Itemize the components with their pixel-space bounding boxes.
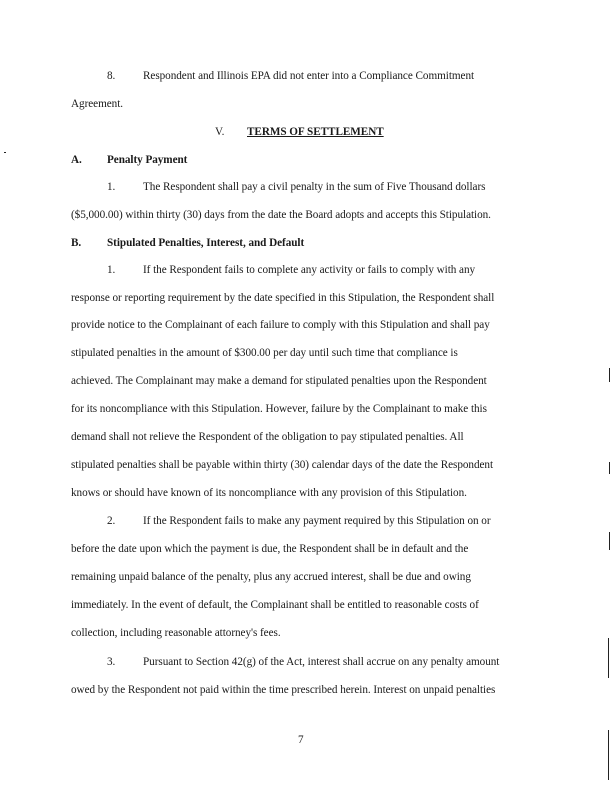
section-v-number: V. (215, 126, 225, 138)
a1-line-2: ($5,000.00) within thirty (30) days from the date the Board adopts and accepts this Stipulation. (71, 209, 491, 221)
para-8-line-1: Respondent and Illinois EPA did not enter into a Compliance Commitment (143, 70, 475, 82)
b1-line: stipulated penalties in the amount of $300.00 per day until such time that compliance is (71, 347, 458, 359)
b2-line: remaining unpaid balance of the penalty, plus any accrued interest, shall be due and owing (71, 571, 471, 583)
scan-artifact (609, 462, 610, 474)
b1-number: 1. (107, 264, 116, 276)
b3-line: Pursuant to Section 42(g) of the Act, interest shall accrue on any penalty amount (143, 656, 500, 668)
b2-number: 2. (107, 515, 116, 527)
b2-line: immediately. In the event of default, the Complainant shall be entitled to reasonable costs of (71, 599, 479, 611)
section-v-title: TERMS OF SETTLEMENT (247, 126, 384, 138)
subsection-b-letter: B. (71, 237, 82, 249)
para-8-line-2: Agreement. (71, 98, 123, 110)
a1-number: 1. (107, 181, 116, 193)
b1-line: If the Respondent fails to complete any activity or fails to comply with any (143, 264, 476, 276)
b1-line: response or reporting requirement by the date specified in this Stipulation, the Respondent shall (71, 292, 495, 304)
b2-line: before the date upon which the payment is due, the Respondent shall be in default and the (71, 543, 469, 555)
b2-line: collection, including reasonable attorney's fees. (71, 627, 281, 639)
scan-artifact (609, 368, 610, 382)
para-8-number: 8. (107, 70, 116, 82)
scan-artifact (4, 152, 6, 153)
b1-line: provide notice to the Complainant of each failure to comply with this Stipulation and shall pay (71, 319, 490, 331)
scan-artifact (608, 638, 609, 678)
b1-line: knows or should have known of its noncompliance with any provision of this Stipulation. (71, 487, 467, 499)
subsection-a-letter: A. (71, 154, 82, 166)
a1-line-1: The Respondent shall pay a civil penalty in the sum of Five Thousand dollars (143, 181, 486, 193)
b1-line: achieved. The Complainant may make a demand for stipulated penalties upon the Respondent (71, 375, 487, 387)
b1-line: demand shall not relieve the Respondent of the obligation to pay stipulated penalties. All (71, 431, 464, 443)
b3-line: owed by the Respondent not paid within the time prescribed herein. Interest on unpaid penalties (71, 684, 496, 696)
scan-artifact (609, 532, 610, 550)
b1-line: stipulated penalties shall be payable within thirty (30) calendar days of the date the Respondent (71, 459, 494, 471)
b1-line: for its noncompliance with this Stipulation. However, failure by the Complainant to make this (71, 403, 487, 415)
b2-line: If the Respondent fails to make any payment required by this Stipulation on or (143, 515, 491, 527)
b3-number: 3. (107, 656, 116, 668)
subsection-a-title: Penalty Payment (107, 154, 188, 166)
scan-artifact (608, 730, 609, 780)
page-number: 7 (298, 734, 304, 746)
subsection-b-title: Stipulated Penalties, Interest, and Default (107, 237, 305, 249)
